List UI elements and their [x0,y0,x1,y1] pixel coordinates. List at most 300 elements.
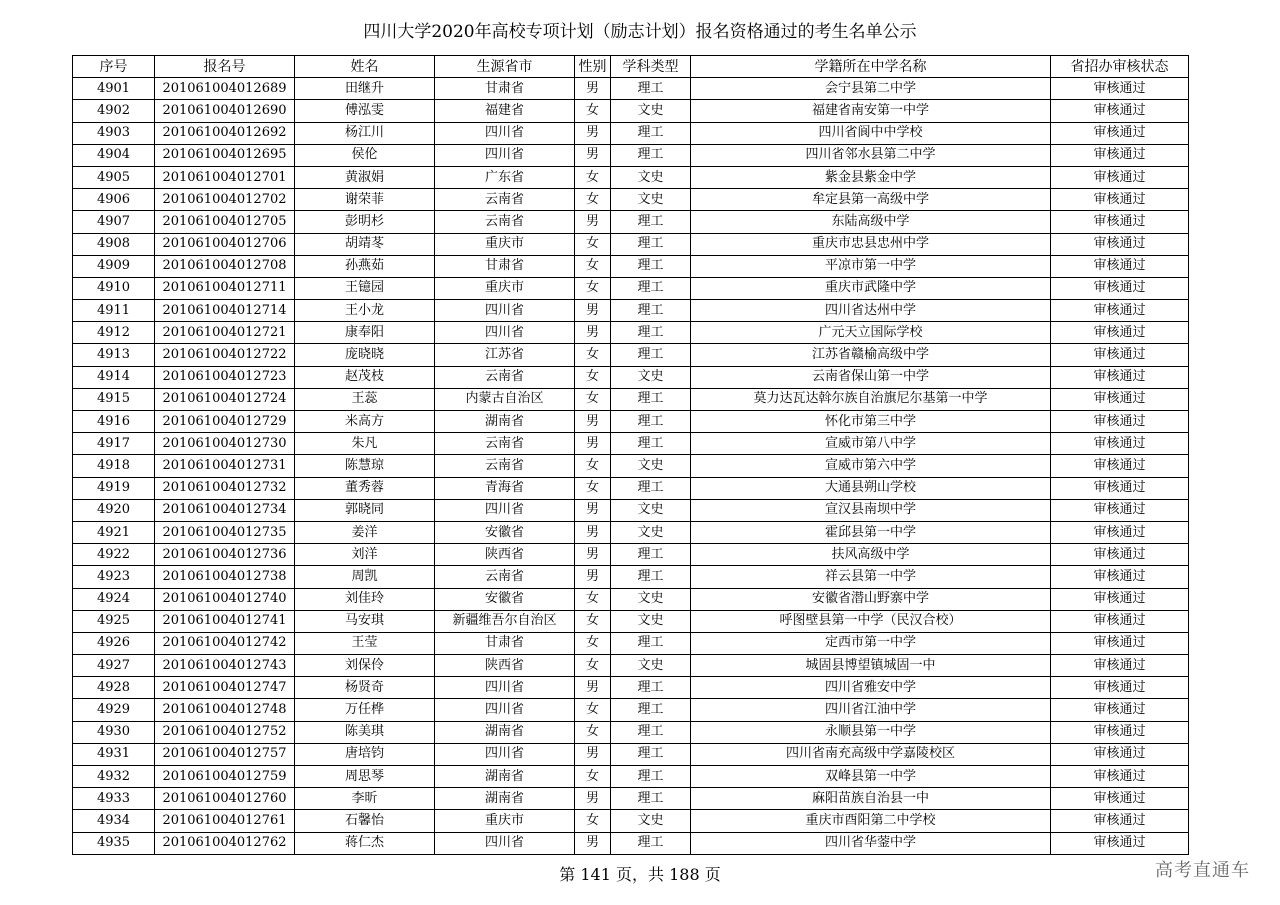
table-header-row [73,56,1189,78]
cell-subject-col: 文史 [611,521,691,543]
table-row [73,78,1189,100]
cell-seq-col: 4910 [73,277,155,299]
cell-reg-no-col: 201061004012741 [155,610,295,632]
cell-reg-no-col: 201061004012729 [155,411,295,433]
page-title: 四川大学2020年高校专项计划（励志计划）报名资格通过的考生名单公示 [363,22,917,42]
cell-status-col: 审核通过 [1051,832,1189,854]
cell-reg-no-col: 201061004012714 [155,300,295,322]
cell-province-col: 云南省 [435,189,575,211]
table-row [73,499,1189,521]
cell-school-col: 莫力达瓦达斡尔族自治旗尼尔基第一中学 [691,388,1051,410]
cell-status-col: 审核通过 [1051,433,1189,455]
cell-name-col: 周凯 [295,566,435,588]
table-row [73,100,1189,122]
cell-seq-col: 4918 [73,455,155,477]
cell-province-col: 云南省 [435,366,575,388]
cell-name-col: 庞晓晓 [295,344,435,366]
cell-subject-col: 文史 [611,588,691,610]
table-row [73,677,1189,699]
cell-province-col: 云南省 [435,566,575,588]
cell-reg-no-col: 201061004012734 [155,499,295,521]
cell-seq-col: 4919 [73,477,155,499]
cell-status-col: 审核通过 [1051,632,1189,654]
cell-status-col: 审核通过 [1051,344,1189,366]
cell-subject-col: 理工 [611,255,691,277]
cell-school-col: 宣汉县南坝中学 [691,499,1051,521]
cell-school-col: 牟定县第一高级中学 [691,189,1051,211]
cell-seq-col: 4923 [73,566,155,588]
cell-reg-no-col: 201061004012732 [155,477,295,499]
cell-seq-col: 4906 [73,189,155,211]
table-row [73,211,1189,233]
table-row [73,322,1189,344]
cell-province-col: 湖南省 [435,411,575,433]
cell-subject-col: 理工 [611,433,691,455]
table-row [73,344,1189,366]
cell-gender-col: 男 [575,433,611,455]
watermark-logo: 高考直通车 [1155,860,1250,881]
cell-reg-no-col: 201061004012695 [155,144,295,166]
cell-reg-no-col: 201061004012721 [155,322,295,344]
cell-reg-no-col: 201061004012762 [155,832,295,854]
cell-gender-col: 女 [575,655,611,677]
cell-subject-col: 理工 [611,411,691,433]
table-row [73,433,1189,455]
cell-school-col: 宣威市第八中学 [691,433,1051,455]
cell-name-col: 郭晓同 [295,499,435,521]
cell-gender-col: 女 [575,166,611,188]
cell-school-col: 重庆市武隆中学 [691,277,1051,299]
cell-name-col: 孙燕茹 [295,255,435,277]
cell-name-col: 陈慧琼 [295,455,435,477]
cell-status-col: 审核通过 [1051,677,1189,699]
cell-gender-col: 男 [575,300,611,322]
cell-seq-col: 4908 [73,233,155,255]
table-row [73,544,1189,566]
cell-province-col: 云南省 [435,211,575,233]
cell-school-col: 重庆市酉阳第二中学校 [691,810,1051,832]
table-row [73,788,1189,810]
cell-subject-col: 理工 [611,766,691,788]
cell-gender-col: 男 [575,521,611,543]
cell-seq-col: 4917 [73,433,155,455]
cell-province-col: 甘肃省 [435,255,575,277]
cell-school-col: 霍邱县第一中学 [691,521,1051,543]
cell-subject-col: 理工 [611,122,691,144]
cell-name-col: 赵茂枝 [295,366,435,388]
cell-school-col: 大通县朔山学校 [691,477,1051,499]
cell-name-col: 刘佳玲 [295,588,435,610]
cell-reg-no-col: 201061004012743 [155,655,295,677]
cell-school-col: 紫金县紫金中学 [691,166,1051,188]
cell-school-col: 双峰县第一中学 [691,766,1051,788]
table-row [73,477,1189,499]
cell-province-col: 重庆市 [435,277,575,299]
cell-seq-col: 4901 [73,78,155,100]
page-number: 第 141 页，共 188 页 [559,865,721,884]
cell-reg-no-col: 201061004012748 [155,699,295,721]
column-header-seq-col: 序号 [73,56,155,78]
cell-gender-col: 女 [575,277,611,299]
cell-subject-col: 理工 [611,677,691,699]
cell-school-col: 祥云县第一中学 [691,566,1051,588]
table-row [73,233,1189,255]
table-row [73,610,1189,632]
cell-seq-col: 4913 [73,344,155,366]
cell-gender-col: 男 [575,544,611,566]
cell-status-col: 审核通过 [1051,566,1189,588]
cell-reg-no-col: 201061004012701 [155,166,295,188]
column-header-status-col: 省招办审核状态 [1051,56,1189,78]
cell-school-col: 怀化市第三中学 [691,411,1051,433]
cell-gender-col: 男 [575,832,611,854]
cell-name-col: 朱凡 [295,433,435,455]
cell-province-col: 四川省 [435,322,575,344]
column-header-school-col: 学籍所在中学名称 [691,56,1051,78]
cell-school-col: 四川省雅安中学 [691,677,1051,699]
cell-province-col: 四川省 [435,300,575,322]
cell-subject-col: 理工 [611,832,691,854]
cell-seq-col: 4932 [73,766,155,788]
cell-name-col: 陈美琪 [295,721,435,743]
cell-subject-col: 理工 [611,322,691,344]
table-row [73,144,1189,166]
table-body [73,78,1189,855]
cell-status-col: 审核通过 [1051,277,1189,299]
cell-name-col: 万任桦 [295,699,435,721]
cell-subject-col: 理工 [611,743,691,765]
cell-subject-col: 理工 [611,233,691,255]
table-row [73,255,1189,277]
table-row [73,366,1189,388]
cell-seq-col: 4924 [73,588,155,610]
cell-name-col: 彭明杉 [295,211,435,233]
table-row [73,810,1189,832]
cell-gender-col: 女 [575,721,611,743]
cell-province-col: 重庆市 [435,233,575,255]
cell-name-col: 谢荣菲 [295,189,435,211]
cell-subject-col: 文史 [611,499,691,521]
cell-seq-col: 4916 [73,411,155,433]
column-header-reg-no-col: 报名号 [155,56,295,78]
cell-school-col: 扶风高级中学 [691,544,1051,566]
cell-province-col: 四川省 [435,499,575,521]
cell-reg-no-col: 201061004012689 [155,78,295,100]
cell-gender-col: 男 [575,411,611,433]
cell-status-col: 审核通过 [1051,411,1189,433]
cell-subject-col: 理工 [611,544,691,566]
cell-school-col: 东陆高级中学 [691,211,1051,233]
cell-subject-col: 理工 [611,388,691,410]
cell-gender-col: 女 [575,699,611,721]
cell-status-col: 审核通过 [1051,743,1189,765]
cell-province-col: 重庆市 [435,810,575,832]
table-row [73,632,1189,654]
cell-name-col: 胡靖苳 [295,233,435,255]
cell-status-col: 审核通过 [1051,255,1189,277]
cell-school-col: 重庆市忠县忠州中学 [691,233,1051,255]
cell-subject-col: 理工 [611,788,691,810]
table-row [73,300,1189,322]
cell-subject-col: 文史 [611,610,691,632]
cell-province-col: 湖南省 [435,766,575,788]
cell-subject-col: 理工 [611,721,691,743]
cell-reg-no-col: 201061004012735 [155,521,295,543]
cell-status-col: 审核通过 [1051,521,1189,543]
cell-province-col: 四川省 [435,832,575,854]
cell-reg-no-col: 201061004012738 [155,566,295,588]
cell-status-col: 审核通过 [1051,810,1189,832]
cell-reg-no-col: 201061004012740 [155,588,295,610]
cell-status-col: 审核通过 [1051,189,1189,211]
table-row [73,766,1189,788]
cell-status-col: 审核通过 [1051,300,1189,322]
cell-gender-col: 女 [575,233,611,255]
cell-subject-col: 理工 [611,300,691,322]
cell-status-col: 审核通过 [1051,455,1189,477]
table-row [73,277,1189,299]
cell-status-col: 审核通过 [1051,388,1189,410]
column-header-province-col: 生源省市 [435,56,575,78]
cell-school-col: 云南省保山第一中学 [691,366,1051,388]
table-row [73,832,1189,854]
cell-status-col: 审核通过 [1051,788,1189,810]
cell-gender-col: 女 [575,632,611,654]
cell-seq-col: 4927 [73,655,155,677]
cell-province-col: 江苏省 [435,344,575,366]
cell-province-col: 广东省 [435,166,575,188]
cell-province-col: 甘肃省 [435,632,575,654]
cell-province-col: 云南省 [435,433,575,455]
cell-status-col: 审核通过 [1051,499,1189,521]
cell-status-col: 审核通过 [1051,610,1189,632]
cell-school-col: 呼图壁县第一中学（民汉合校） [691,610,1051,632]
cell-school-col: 安徽省潜山野寨中学 [691,588,1051,610]
cell-reg-no-col: 201061004012723 [155,366,295,388]
cell-seq-col: 4920 [73,499,155,521]
cell-province-col: 四川省 [435,677,575,699]
cell-reg-no-col: 201061004012706 [155,233,295,255]
cell-gender-col: 女 [575,610,611,632]
cell-name-col: 王镱园 [295,277,435,299]
cell-subject-col: 理工 [611,566,691,588]
cell-name-col: 杨江川 [295,122,435,144]
cell-status-col: 审核通过 [1051,166,1189,188]
table-row [73,189,1189,211]
cell-school-col: 平凉市第一中学 [691,255,1051,277]
table-row [73,455,1189,477]
cell-name-col: 蒋仁杰 [295,832,435,854]
cell-subject-col: 理工 [611,477,691,499]
cell-province-col: 福建省 [435,100,575,122]
cell-status-col: 审核通过 [1051,322,1189,344]
cell-name-col: 董秀蓉 [295,477,435,499]
cell-seq-col: 4902 [73,100,155,122]
cell-province-col: 青海省 [435,477,575,499]
cell-reg-no-col: 201061004012724 [155,388,295,410]
cell-seq-col: 4931 [73,743,155,765]
cell-subject-col: 理工 [611,632,691,654]
cell-gender-col: 男 [575,677,611,699]
cell-seq-col: 4914 [73,366,155,388]
cell-seq-col: 4922 [73,544,155,566]
cell-province-col: 安徽省 [435,521,575,543]
cell-school-col: 四川省江油中学 [691,699,1051,721]
table-row [73,122,1189,144]
cell-reg-no-col: 201061004012752 [155,721,295,743]
cell-name-col: 唐培钧 [295,743,435,765]
cell-seq-col: 4930 [73,721,155,743]
cell-name-col: 王蕊 [295,388,435,410]
cell-seq-col: 4929 [73,699,155,721]
cell-name-col: 姜洋 [295,521,435,543]
table-row [73,411,1189,433]
cell-province-col: 云南省 [435,455,575,477]
applicant-table [72,55,1189,855]
table-row [73,388,1189,410]
cell-gender-col: 女 [575,189,611,211]
cell-status-col: 审核通过 [1051,655,1189,677]
cell-name-col: 康奉阳 [295,322,435,344]
cell-status-col: 审核通过 [1051,144,1189,166]
cell-seq-col: 4934 [73,810,155,832]
table-row [73,655,1189,677]
cell-gender-col: 女 [575,366,611,388]
cell-reg-no-col: 201061004012747 [155,677,295,699]
cell-seq-col: 4933 [73,788,155,810]
column-header-name-col: 姓名 [295,56,435,78]
cell-subject-col: 理工 [611,344,691,366]
cell-school-col: 四川省阆中中学校 [691,122,1051,144]
cell-reg-no-col: 201061004012736 [155,544,295,566]
cell-name-col: 米高方 [295,411,435,433]
cell-subject-col: 文史 [611,455,691,477]
cell-school-col: 福建省南安第一中学 [691,100,1051,122]
cell-gender-col: 女 [575,344,611,366]
cell-status-col: 审核通过 [1051,100,1189,122]
cell-seq-col: 4912 [73,322,155,344]
cell-subject-col: 理工 [611,144,691,166]
cell-province-col: 陕西省 [435,655,575,677]
cell-seq-col: 4926 [73,632,155,654]
cell-subject-col: 文史 [611,100,691,122]
cell-name-col: 马安琪 [295,610,435,632]
cell-name-col: 石馨怡 [295,810,435,832]
cell-reg-no-col: 201061004012761 [155,810,295,832]
cell-name-col: 田继升 [295,78,435,100]
cell-status-col: 审核通过 [1051,122,1189,144]
cell-school-col: 宣威市第六中学 [691,455,1051,477]
table-row [73,743,1189,765]
cell-gender-col: 男 [575,566,611,588]
cell-seq-col: 4904 [73,144,155,166]
cell-gender-col: 男 [575,211,611,233]
cell-subject-col: 理工 [611,211,691,233]
cell-name-col: 李昕 [295,788,435,810]
cell-reg-no-col: 201061004012760 [155,788,295,810]
cell-gender-col: 女 [575,100,611,122]
cell-reg-no-col: 201061004012742 [155,632,295,654]
table-row [73,588,1189,610]
cell-status-col: 审核通过 [1051,211,1189,233]
cell-seq-col: 4928 [73,677,155,699]
cell-seq-col: 4935 [73,832,155,854]
cell-seq-col: 4925 [73,610,155,632]
cell-school-col: 会宁县第二中学 [691,78,1051,100]
cell-gender-col: 女 [575,255,611,277]
cell-name-col: 周思琴 [295,766,435,788]
cell-province-col: 甘肃省 [435,78,575,100]
cell-status-col: 审核通过 [1051,721,1189,743]
cell-school-col: 麻阳苗族自治县一中 [691,788,1051,810]
cell-seq-col: 4909 [73,255,155,277]
cell-name-col: 王小龙 [295,300,435,322]
cell-school-col: 广元天立国际学校 [691,322,1051,344]
cell-gender-col: 男 [575,322,611,344]
cell-gender-col: 女 [575,810,611,832]
cell-province-col: 湖南省 [435,721,575,743]
cell-seq-col: 4907 [73,211,155,233]
cell-subject-col: 理工 [611,277,691,299]
cell-subject-col: 理工 [611,78,691,100]
cell-name-col: 傅泓雯 [295,100,435,122]
column-header-subject-col: 学科类型 [611,56,691,78]
cell-reg-no-col: 201061004012711 [155,277,295,299]
cell-status-col: 审核通过 [1051,766,1189,788]
cell-status-col: 审核通过 [1051,588,1189,610]
cell-name-col: 黄淑娟 [295,166,435,188]
table-row [73,699,1189,721]
cell-gender-col: 女 [575,588,611,610]
cell-province-col: 四川省 [435,699,575,721]
cell-subject-col: 文史 [611,166,691,188]
cell-subject-col: 文史 [611,810,691,832]
cell-status-col: 审核通过 [1051,544,1189,566]
cell-reg-no-col: 201061004012692 [155,122,295,144]
cell-status-col: 审核通过 [1051,699,1189,721]
cell-status-col: 审核通过 [1051,366,1189,388]
cell-reg-no-col: 201061004012730 [155,433,295,455]
cell-seq-col: 4921 [73,521,155,543]
cell-province-col: 内蒙古自治区 [435,388,575,410]
table-row [73,521,1189,543]
cell-name-col: 王莹 [295,632,435,654]
cell-reg-no-col: 201061004012702 [155,189,295,211]
cell-school-col: 四川省邻水县第二中学 [691,144,1051,166]
cell-school-col: 定西市第一中学 [691,632,1051,654]
cell-province-col: 湖南省 [435,788,575,810]
cell-reg-no-col: 201061004012705 [155,211,295,233]
cell-gender-col: 女 [575,766,611,788]
cell-school-col: 永顺县第一中学 [691,721,1051,743]
cell-name-col: 侯伦 [295,144,435,166]
table-row [73,566,1189,588]
cell-school-col: 四川省达州中学 [691,300,1051,322]
cell-school-col: 四川省南充高级中学嘉陵校区 [691,743,1051,765]
cell-gender-col: 女 [575,477,611,499]
cell-name-col: 杨贤奇 [295,677,435,699]
cell-status-col: 审核通过 [1051,78,1189,100]
cell-reg-no-col: 201061004012757 [155,743,295,765]
cell-reg-no-col: 201061004012759 [155,766,295,788]
cell-gender-col: 男 [575,743,611,765]
cell-name-col: 刘保伶 [295,655,435,677]
cell-subject-col: 文史 [611,189,691,211]
cell-subject-col: 文史 [611,655,691,677]
cell-reg-no-col: 201061004012731 [155,455,295,477]
cell-status-col: 审核通过 [1051,477,1189,499]
cell-gender-col: 男 [575,144,611,166]
